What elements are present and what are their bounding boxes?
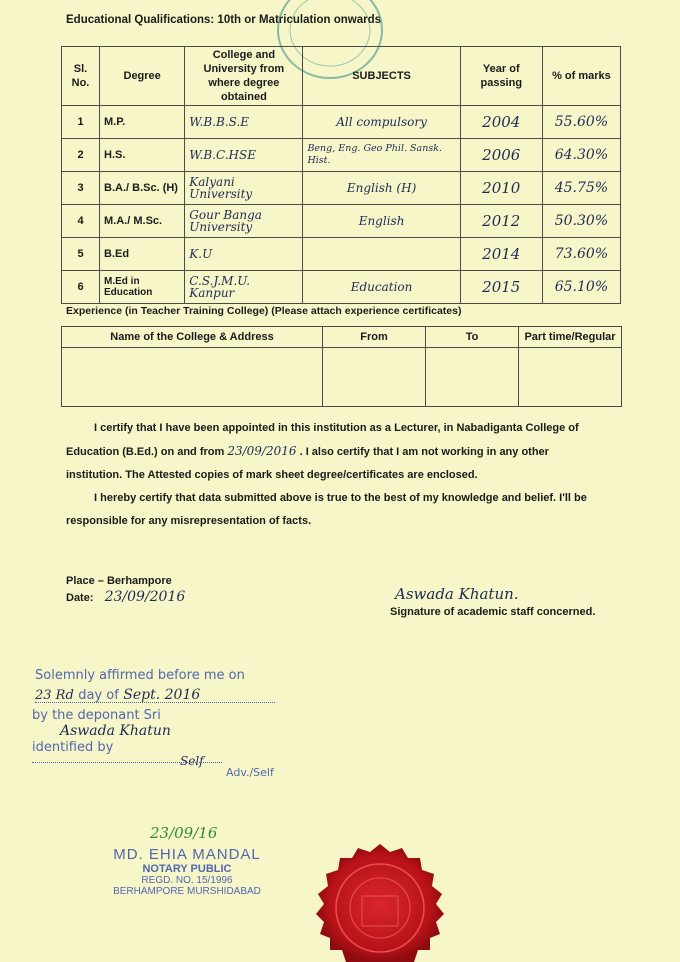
cell-sl: 3 (62, 172, 100, 205)
cell-sl: 2 (62, 139, 100, 172)
col-degree: Degree (100, 47, 185, 106)
cell-empty (519, 348, 622, 407)
date-label: Date: (66, 592, 94, 604)
affidavit-deponent-name: Aswada Khatun (60, 723, 171, 739)
cell-marks: 65.10% (542, 271, 620, 304)
cell-college: W.B.C.HSE (185, 139, 303, 172)
cell-subjects (303, 238, 460, 271)
certification-text (66, 417, 626, 533)
cell-sl: 1 (62, 106, 100, 139)
affidavit-identified-value: Self (180, 754, 204, 768)
notary-title: NOTARY PUBLIC (142, 863, 232, 875)
affidavit-line-2 (35, 686, 275, 703)
cell-subjects: English (H) (303, 172, 460, 205)
cell-degree: H.S. (100, 139, 185, 172)
place-label: Place – Berhampore (66, 575, 172, 587)
notary-name: MD. EHIA MANDAL (113, 846, 261, 863)
col-from: From (323, 327, 426, 348)
col-college-address: Name of the College & Address (62, 327, 323, 348)
cell-college: C.S.J.M.U. Kanpur (185, 271, 303, 304)
cell-year: 2010 (460, 172, 542, 205)
col-college: College and University from where degree obtained (185, 47, 303, 106)
notary-place: BERHAMPORE MURSHIDABAD (113, 886, 261, 897)
affidavit-adv-self: Adv./Self (226, 766, 274, 779)
col-subjects: SUBJECTS (303, 47, 460, 106)
cert-text: . I also certify that I am not working in any other (299, 446, 549, 458)
cell-empty (426, 348, 519, 407)
table-row (62, 106, 621, 139)
cell-subjects: English (303, 205, 460, 238)
section-heading: Educational Qualifications: 10th or Matriculation onwards (66, 14, 382, 26)
notary-regd: REGD. NO. 15/1996 (141, 875, 233, 886)
date-value: 23/09/2016 (104, 589, 186, 605)
signature-caption: Signature of academic staff concerned. (390, 606, 596, 618)
cell-subjects: Beng, Eng. Geo Phil. Sansk. Hist. (303, 139, 460, 172)
table-row (62, 348, 622, 407)
table-row (62, 172, 621, 205)
date-row (66, 589, 185, 606)
cell-subjects: All compulsory (303, 106, 460, 139)
cert-line: I certify that I have been appointed in this institution as a Lecturer, in Nabadiganta College of (94, 422, 579, 434)
notary-sign-date: 23/09/16 (150, 824, 218, 842)
cell-degree: M.Ed in Education (100, 271, 185, 304)
affidavit-line: identified by (32, 740, 114, 755)
cell-degree: B.A./ B.Sc. (H) (100, 172, 185, 205)
notary-stamp (92, 846, 282, 897)
cell-sl: 5 (62, 238, 100, 271)
cell-sl: 6 (62, 271, 100, 304)
wax-seal-icon (300, 838, 460, 962)
cell-sl: 4 (62, 205, 100, 238)
cert-line (66, 440, 626, 464)
cell-year: 2015 (460, 271, 542, 304)
affidavit-stamp (30, 668, 290, 788)
cell-marks: 55.60% (542, 106, 620, 139)
signature: Aswada Khatun. (395, 585, 519, 603)
cell-year: 2006 (460, 139, 542, 172)
cert-text: Education (B.Ed.) on and from (66, 446, 225, 458)
cell-year: 2014 (460, 238, 542, 271)
cell-college: Kalyani University (185, 172, 303, 205)
cell-year: 2012 (460, 205, 542, 238)
cert-line: institution. The Attested copies of mark sheet degree/certificates are enclosed. (66, 469, 478, 481)
affidavit-date: Sept. 2016 (123, 687, 201, 703)
affidavit-line: by the deponant Sri (32, 708, 161, 723)
affidavit-line: Solemnly affirmed before me on (35, 668, 245, 683)
cert-line: responsible for any misrepresentation of facts. (66, 515, 312, 527)
affidavit-text: day of (78, 688, 119, 703)
table-row (62, 139, 621, 172)
cell-marks: 64.30% (542, 139, 620, 172)
col-marks: % of marks (542, 47, 620, 106)
cert-line: I hereby certify that data submitted above is true to the best of my knowledge and belief. I'll be (94, 492, 587, 504)
cell-marks: 73.60% (542, 238, 620, 271)
col-year: Year of passing (460, 47, 542, 106)
cell-subjects: Education (303, 271, 460, 304)
cell-year: 2004 (460, 106, 542, 139)
cell-college: Gour Banga University (185, 205, 303, 238)
cell-degree: M.A./ M.Sc. (100, 205, 185, 238)
experience-heading: Experience (in Teacher Training College) (Please attach experience certificates) (66, 305, 462, 317)
cell-college: K.U (185, 238, 303, 271)
col-part-time-regular: Part time/Regular (519, 327, 622, 348)
place-date-block (66, 573, 185, 606)
col-sl: Sl. No. (62, 47, 100, 106)
table-row (62, 271, 621, 304)
affidavit-day: 23 Rd (35, 688, 74, 703)
cell-marks: 50.30% (542, 205, 620, 238)
affidavit-dots (32, 762, 222, 763)
appointment-date: 23/09/2016 (227, 444, 297, 458)
cell-marks: 45.75% (542, 172, 620, 205)
cell-college: W.B.B.S.E (185, 106, 303, 139)
experience-table (61, 326, 622, 407)
cell-empty (62, 348, 323, 407)
table-row (62, 238, 621, 271)
cell-empty (323, 348, 426, 407)
qualifications-table (61, 46, 621, 304)
cell-degree: B.Ed (100, 238, 185, 271)
col-to: To (426, 327, 519, 348)
cell-degree: M.P. (100, 106, 185, 139)
table-row (62, 205, 621, 238)
